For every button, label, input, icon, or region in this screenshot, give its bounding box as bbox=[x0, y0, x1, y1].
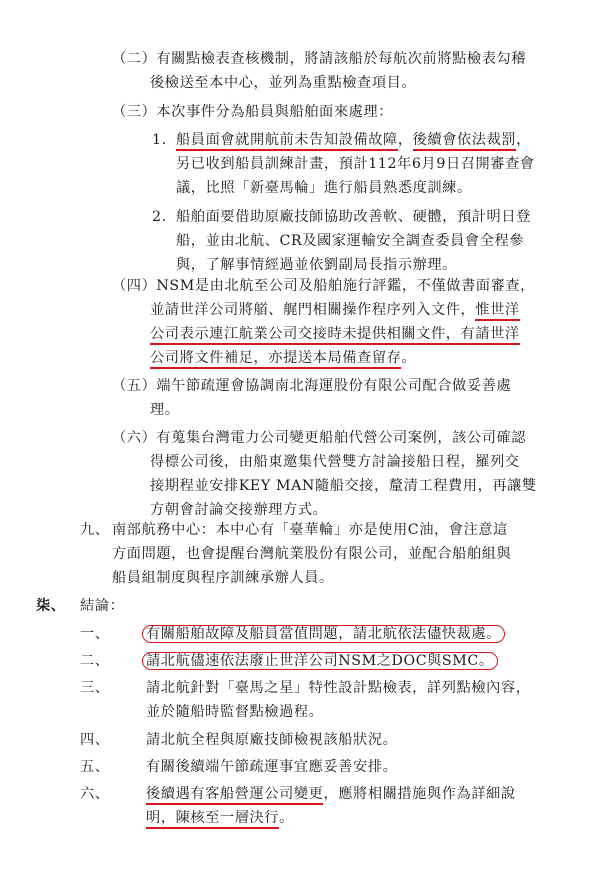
item-4-line-3 bbox=[150, 323, 520, 345]
highlight-shiyang-supplement: 公司將文件補足，亦提送本局備查留存 bbox=[150, 350, 401, 369]
conclusion-item-6-number: 六、 bbox=[80, 786, 110, 802]
item-3-sub-2-number: 2. bbox=[152, 209, 167, 225]
section-nine-line-1: 南部航務中心：本中心有「臺華輪」亦是使用C油，會注意這 bbox=[112, 522, 508, 538]
item-4-number: （四） bbox=[112, 278, 157, 294]
item-3-sub-2-line-1: 船舶面要借助原廠技師協助改善軟、硬體，預計明日登 bbox=[176, 209, 531, 225]
conclusion-item-2-number: 二、 bbox=[80, 653, 110, 669]
item-2-number: （二） bbox=[112, 51, 157, 67]
conclusion-item-3-line-1: 請北航針對「臺馬之星」特性設計點檢表，詳列點檢內容， bbox=[146, 680, 531, 696]
conclusion-item-5-number: 五、 bbox=[80, 759, 110, 775]
item-6-line-3: 接期程並安排KEY MAN隨船交接，釐清工程費用，再讓雙 bbox=[150, 478, 537, 494]
conclusion-item-1-number: 一、 bbox=[80, 626, 110, 642]
item-2-line-1 bbox=[112, 48, 526, 70]
item-5-line-2: 理。 bbox=[150, 402, 180, 418]
highlight-crew-notice: 船員面會就開航前未告知設備故障 bbox=[176, 132, 398, 151]
highlight-operator-change: 後續遇有客船營運公司變更 bbox=[146, 786, 323, 805]
item-6-line-4: 方朝會討論交接辦理方式。 bbox=[150, 502, 328, 518]
item-6-text: 有蒐集台灣電力公司變更船舶代營公司案例，該公司確認 bbox=[156, 430, 527, 446]
item-2-line-2: 後檢送至本中心，並列為重點檢查項目。 bbox=[150, 75, 417, 91]
highlight-shiyang-documents: 公司表示連江航業公司交接時未提供相關文件，有請世洋 bbox=[150, 326, 520, 345]
conclusion-title: 結論： bbox=[80, 598, 125, 614]
item-3-sub-2-line-2: 船，並由北航、CR及國家運輸安全調查委員會全程參 bbox=[176, 233, 525, 249]
highlight-box-revoke-doc: 請北航儘速依法廢止世洋公司NSM之DOC與SMC。 bbox=[142, 652, 498, 670]
item-4-line-1 bbox=[112, 275, 535, 297]
item-4-line-2 bbox=[150, 299, 520, 321]
highlight-penalty: 後續會依法裁罰 bbox=[413, 132, 517, 151]
comma: ， bbox=[397, 132, 413, 148]
period: 。 bbox=[279, 810, 294, 826]
section-nine-line-2: 方面問題，也會提醒台灣航業股份有限公司，並配合船舶組與 bbox=[112, 546, 512, 562]
conclusion-item-3-line-2: 並於隨船時監督點檢過程。 bbox=[146, 704, 324, 720]
highlight-box-ship-failure: 有關船舶故障及船員當值問題，請北航依法儘快裁處。 bbox=[142, 625, 505, 643]
conclusion-item-5-text: 有關後續端午節疏運事宜應妥善安排。 bbox=[146, 759, 398, 775]
conclusion-item-1-text bbox=[146, 623, 505, 645]
item-3-sub-1-line-1 bbox=[176, 129, 531, 151]
conclusion-item-6-line-1 bbox=[146, 783, 516, 805]
section-nine-number: 九、 bbox=[80, 522, 110, 538]
item-3-sub-1-line-2: 另已收到船員訓練計畫，預計112年6月9日召開審查會 bbox=[176, 156, 535, 172]
item-3-sub-1-number: 1. bbox=[152, 132, 167, 148]
highlight-shiyang: 惟世洋 bbox=[475, 302, 519, 321]
conclusion-item-4-number: 四、 bbox=[80, 732, 110, 748]
conclusion-item-3-number: 三、 bbox=[80, 680, 110, 696]
item-4-text: 並請世洋公司將艏、艉門相關操作程序列入文件， bbox=[150, 302, 476, 318]
item-4-line-4 bbox=[150, 347, 416, 369]
item-3-text: 本次事件分為船員與船舶面來處理： bbox=[156, 104, 393, 120]
item-5-number: （五） bbox=[112, 378, 157, 394]
item-5-line-1 bbox=[112, 375, 511, 397]
item-2-text: 有關點檢表查核機制，將請該船於每航次前將點檢表勾稽 bbox=[156, 51, 527, 67]
period: 。 bbox=[401, 350, 417, 366]
conclusion-item-6-line-2 bbox=[146, 807, 294, 829]
conclusion-item-2-text bbox=[146, 650, 498, 672]
item-3-number: （三） bbox=[112, 104, 157, 120]
highlight-approval-level: 明，陳核至一層決行 bbox=[146, 810, 279, 829]
item-6-line-1 bbox=[112, 427, 526, 449]
comma: ， bbox=[516, 132, 531, 148]
item-3-line-1 bbox=[112, 101, 393, 123]
conclusion-number: 柒、 bbox=[36, 598, 66, 614]
item-6-number: （六） bbox=[112, 430, 157, 446]
item-6-line-2: 得標公司後，由船東邀集代營雙方討論接船日程，羅列交 bbox=[150, 454, 520, 470]
item-4-text: NSM是由北航至公司及船舶施行評鑑，不僅做書面審查， bbox=[156, 278, 535, 294]
item-3-sub-1-line-3: 議，比照「新臺馬輪」進行船員熟悉度訓練。 bbox=[176, 180, 472, 196]
section-nine-line-3: 船員組制度與程序訓練承辦人員。 bbox=[112, 570, 334, 586]
item-5-text: 端午節疏運會協調南北海運股份有限公司配合做妥善處 bbox=[156, 378, 512, 394]
conclusion-item-4-text: 請北航全程與原廠技師檢視該船狀況。 bbox=[146, 732, 398, 748]
item-3-sub-2-line-3: 與，了解事情經過並依劉副局長指示辦理。 bbox=[176, 257, 457, 273]
conclusion-item-6-text: ，應將相關措施與作為詳細說 bbox=[323, 786, 516, 802]
